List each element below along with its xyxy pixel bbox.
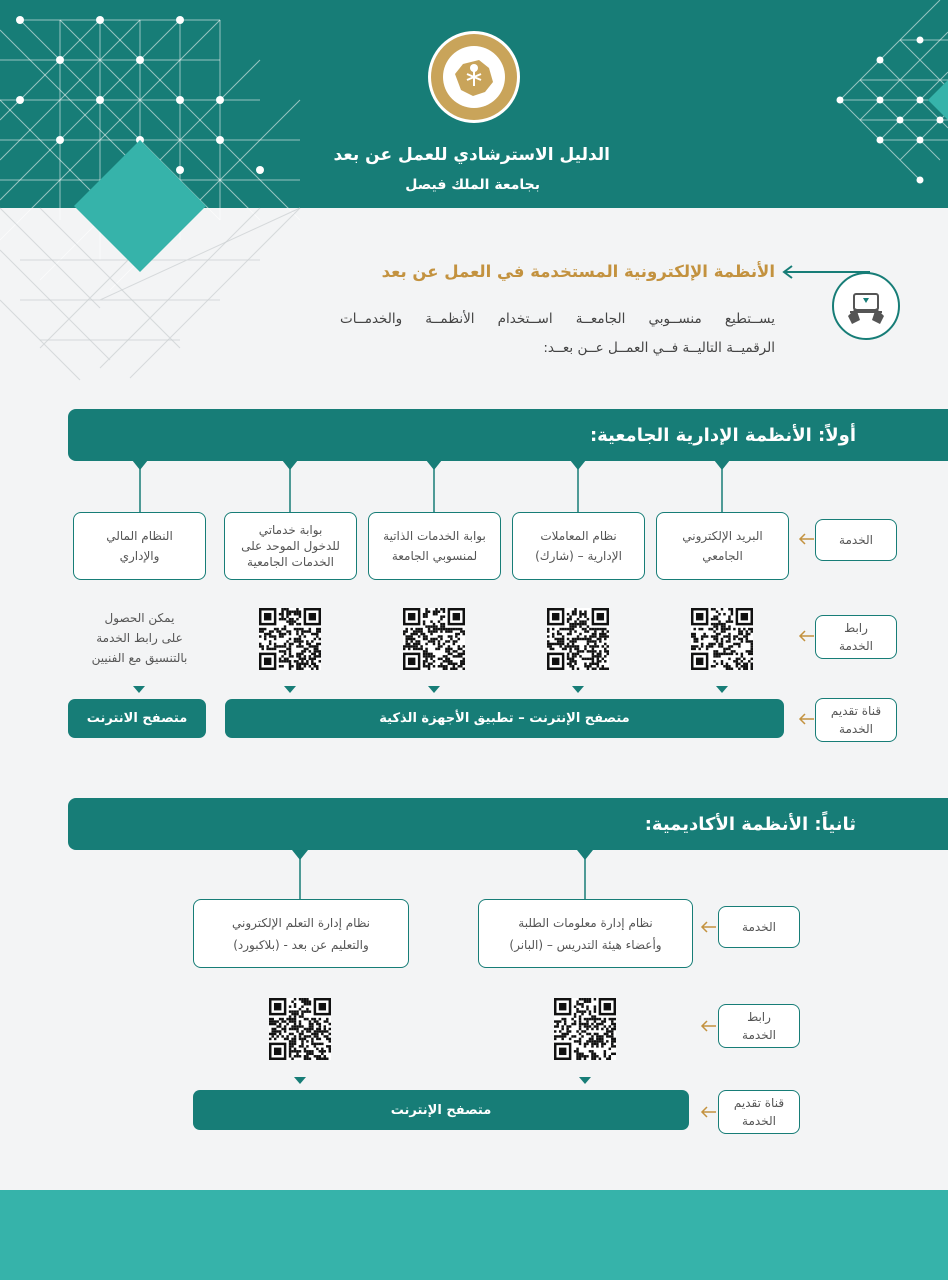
arrow-left-icon bbox=[700, 1106, 716, 1118]
service-card-khadamati: بوابة خدماتي للدخول الموحد على الخدمات الجامعية bbox=[224, 512, 357, 580]
channel-browser-app: متصفح الإنترنت – تطبيق الأجهزة الذكية bbox=[225, 699, 784, 738]
intro-line-1: يســتطيع منســوبي الجامعــة اســتخدام الأنظمــة والخدمــات bbox=[340, 311, 775, 327]
arrow-left-icon bbox=[798, 533, 814, 545]
down-arrow-icon bbox=[284, 686, 296, 693]
down-arrow-icon bbox=[428, 686, 440, 693]
qr-code-self-service[interactable] bbox=[403, 608, 465, 670]
channel-browser: متصفح الإنترنت bbox=[193, 1090, 689, 1130]
down-arrow-icon bbox=[294, 1077, 306, 1084]
intro-paragraph bbox=[340, 305, 775, 363]
down-arrow-icon bbox=[133, 686, 145, 693]
qr-code-transactions[interactable] bbox=[547, 608, 609, 670]
link-note-finance: يمكن الحصول على رابط الخدمة بالتنسيق مع الفنيين bbox=[91, 611, 188, 665]
service-card-finance: النظام المالي والإداري bbox=[73, 512, 206, 580]
intro-line-2: الرقميــة التاليــة فــي العمــل عــن بعــد: bbox=[543, 340, 775, 356]
section-1-title: أولاً: الأنظمة الإدارية الجامعية: bbox=[589, 424, 856, 446]
qr-code-email[interactable] bbox=[691, 608, 753, 670]
service-card-transactions: نظام المعاملات الإدارية – (شارك) bbox=[512, 512, 645, 580]
university-logo bbox=[427, 30, 521, 124]
service-card-banner: نظام إدارة معلومات الطلبة وأعضاء هيئة التدريس – (البانر) bbox=[478, 899, 693, 968]
systems-heading: الأنظمة الإلكترونية المستخدمة في العمل عن بعد bbox=[381, 262, 775, 281]
down-arrow-icon bbox=[572, 686, 584, 693]
label-service-link: رابط الخدمة bbox=[718, 1004, 800, 1048]
arrow-left-icon bbox=[782, 264, 872, 280]
university-name: بجامعة الملك فيصل bbox=[405, 177, 540, 193]
footer-band bbox=[0, 1190, 948, 1280]
qr-code-khadamati[interactable] bbox=[259, 608, 321, 670]
section-1-connectors bbox=[68, 460, 768, 516]
qr-code-blackboard[interactable] bbox=[269, 998, 331, 1060]
section-2-band bbox=[68, 798, 948, 850]
section-2-title: ثانياً: الأنظمة الأكاديمية: bbox=[644, 813, 856, 835]
service-card-email: البريد الإلكتروني الجامعي bbox=[656, 512, 789, 580]
arrow-left-icon bbox=[798, 630, 814, 642]
laptop-hands-icon bbox=[830, 270, 902, 342]
down-arrow-icon bbox=[579, 1077, 591, 1084]
guide-title: الدليل الاسترشادي للعمل عن بعد bbox=[333, 145, 610, 165]
label-service: الخدمة bbox=[718, 906, 800, 948]
label-service-channel: قناة تقديم الخدمة bbox=[718, 1090, 800, 1134]
section-2-connectors bbox=[280, 850, 600, 904]
label-service: الخدمة bbox=[815, 519, 897, 561]
arrow-left-icon bbox=[700, 1020, 716, 1032]
arrow-left-icon bbox=[798, 713, 814, 725]
section-1-band bbox=[68, 409, 948, 461]
service-card-self-service: بوابة الخدمات الذاتية لمنسوبي الجامعة bbox=[368, 512, 501, 580]
service-card-blackboard: نظام إدارة التعلم الإلكتروني والتعليم عن بعد - (بلاكبورد) bbox=[193, 899, 409, 968]
qr-code-banner[interactable] bbox=[554, 998, 616, 1060]
down-arrow-icon bbox=[716, 686, 728, 693]
label-service-channel: قناة تقديم الخدمة bbox=[815, 698, 897, 742]
arrow-left-icon bbox=[700, 921, 716, 933]
channel-browser-only: متصفح الانترنت bbox=[68, 699, 206, 738]
label-service-link: رابط الخدمة bbox=[815, 615, 897, 659]
